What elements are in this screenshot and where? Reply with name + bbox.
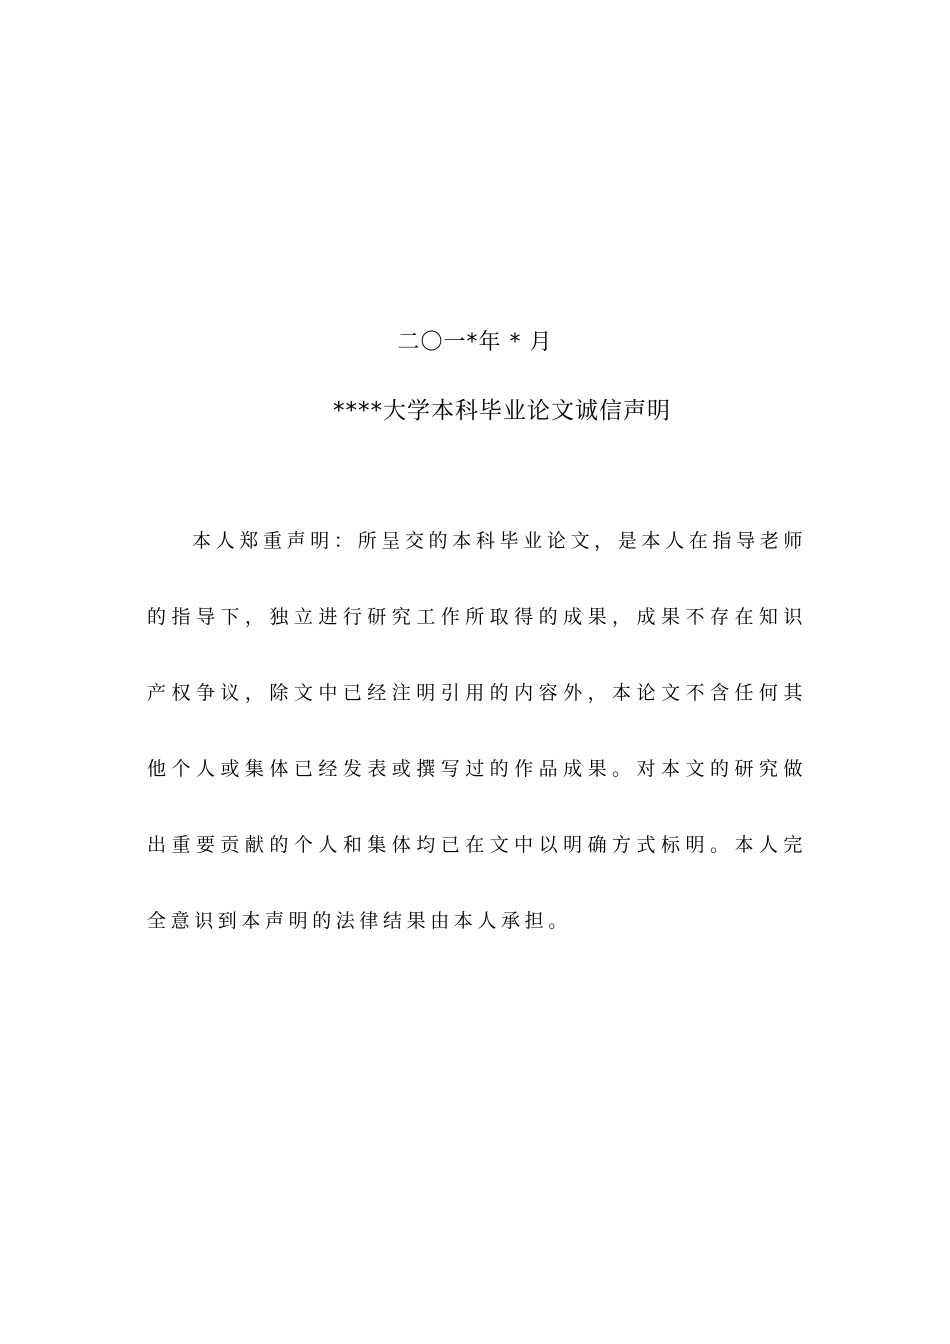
date-line: 二〇一*年 * 月 (397, 330, 553, 355)
page-title: ****大学本科毕业论文诚信声明 (333, 398, 671, 424)
declaration-paragraph: 本人郑重声明：所呈交的本科毕业论文，是本人在指导老师的指导下，独立进行研究工作所取得的成果，成果不存在知识产权争议，除文中已经注明引用的内容外，本论文不含任何其他个人或集体已经发表或撰写过的作品成果。对本文的研究做出重要贡献的个人和集体均已在文中以明确方式标明。本人完全意识到本声明的法律结果由本人承担。 (147, 530, 807, 932)
